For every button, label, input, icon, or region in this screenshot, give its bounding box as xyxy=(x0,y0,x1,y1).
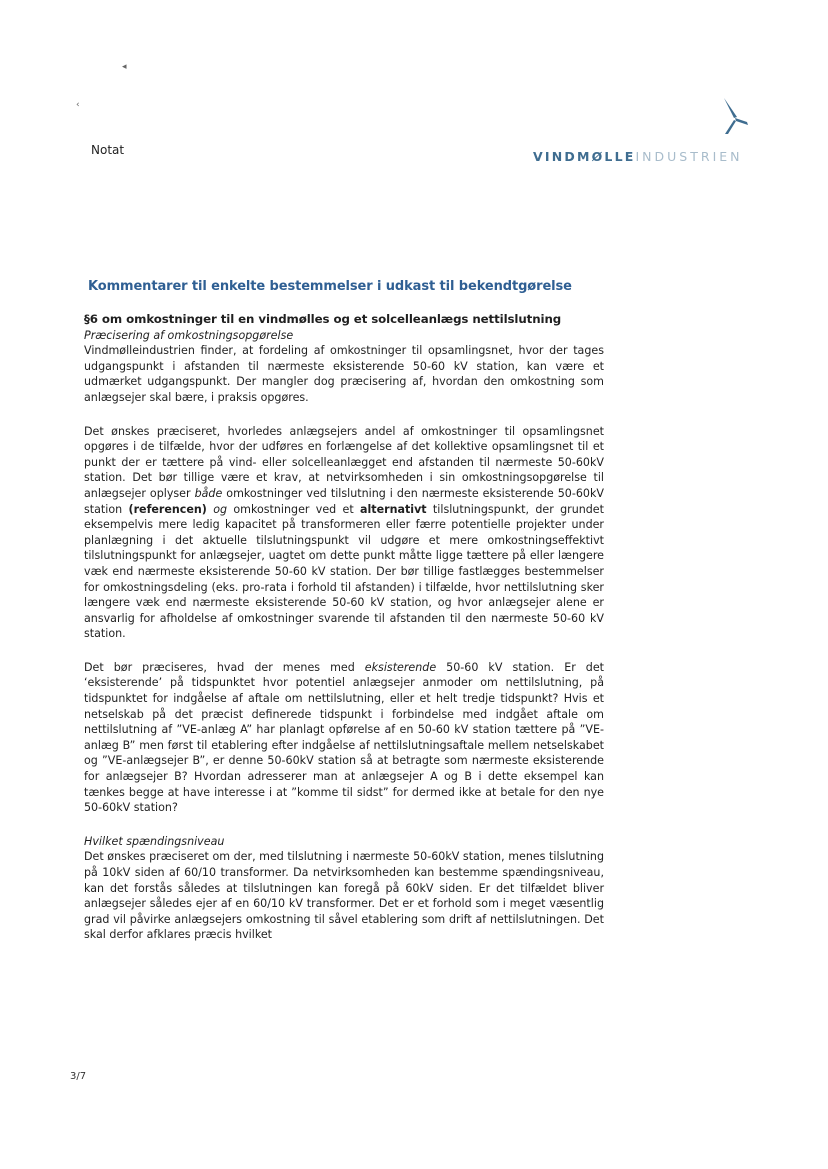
company-logo xyxy=(533,92,755,172)
logo-text-secondary: INDUSTRIEN xyxy=(635,149,743,164)
logo-text-primary: VINDMØLLE xyxy=(533,149,636,164)
document-type-label: Notat xyxy=(91,143,125,157)
paragraph-4: Det ønskes præciseret om der, med tilslutning i nærmeste 50-60kV station, menes tilslutning på 10kV siden af 60/10 transformer. Da netvirksomheden kan bestemme spændingsniveau, kan det forstås således at tilslutningen kan foregå på 60kV siden. Er det tilfældet bliver anlægsejer således ejer af en 60/10 kV transformer. Det er et forhold som i meget væsentlig grad vil påvirke anlægsejers omkostning til såvel etablering som drift af nettilslutningen. Det skal derfor afklares præcis hvilket xyxy=(84,850,604,942)
paragraph-2: Det ønskes præciseret, hvorledes anlægsejers andel af omkostninger til opsamlingsnet opgøres i de tilfælde, hvor der udføres en forlængelse af det kollektive opsamlingsnet til et punkt der er tættere på vind- eller solcelleanlægget end afstanden til nærmeste 50-60kV station. Det bør tillige være et krav, at netvirksomheden i sin omkostningsopgørelse til anlægsejer oplyser både omkostninger ved tilslutning i den nærmeste eksisterende 50-60kV station (referencen) og omkostninger ved et alternativt tilslutningspunkt, der grundet eksempelvis mere ledig kapacitet på transformeren eller færre potentielle projekter under planlægning i det aktuelle tilslutningspunkt vil udgøre et mere omkostningseffektivt tilslutningspunkt for anlægsejer, uagtet om dette punkt måtte ligge tættere på eller længere væk end nærmeste eksisterende 50-60 kV station. Der bør tillige fastlægges bestemmelser for omkostningsdeling (eks. pro-rata i forhold til afstanden) i tilfælde, hvor nettilslutning sker længere væk end nærmeste eksisterende 50-60 kV station, og hvor anlægsejer alene er ansvarlig for afholdelse af omkostninger svarende til afstanden til den nærmeste 50-60 kV station. xyxy=(84,424,604,641)
page-title: Kommentarer til enkelte bestemmelser i udkast til bekendtgørelse xyxy=(88,279,572,294)
paragraph-1: Vindmølleindustrien finder, at fordeling af omkostninger til opsamlingsnet, hvor der tages udgangspunkt i afstanden til nærmeste eksisterende 50-60 kV station, kan være et udmærket udgangspunkt. Der mangler dog præcisering af, hvordan den omkostning som anlægsejer skal bære, i praksis opgøres. xyxy=(84,344,604,404)
subheading-cost-statement: Præcisering af omkostningsopgørelse xyxy=(84,328,294,342)
paragraph-3: Det bør præciseres, hvad der menes med eksisterende 50-60 kV station. Er det ‘eksisterende’ på tidspunktet hvor potentiel anlægsejer anmoder om nettilslutning, på tidspunktet for indgåelse af aftale om nettilslutning, eller et helt tredje tidspunkt? Hvis et netselskab på det præcist definerede tidspunkt i forbindelse med indgået aftale om nettilslutning af ”VE-anlæg A” har planlagt opførelse af en 50-60 kV station tættere på ”VE-anlæg B” men først til etablering efter indgåelse af nettilslutningsaftale mellem netselskabet og ”VE-anlægsejer B”, er denne 50-60kV station så at betragte som nærmeste eksisterende for anlægsejer B? Hvordan adresserer man at anlægsejer A og B i dette eksempel kan tænkes begge at have interesse i at ”komme til sidst” for dermed ikke at betale for den nye 50-60kV station? xyxy=(84,660,604,815)
page-number: 3/7 xyxy=(70,1071,87,1082)
logo-wordmark xyxy=(533,149,743,164)
scan-mark: ◂ xyxy=(122,62,127,72)
document-body xyxy=(84,312,604,943)
wind-turbine-logo-icon xyxy=(721,96,751,136)
section-heading: §6 om omkostninger til en vindmølles og et solcelleanlægs nettilslutning xyxy=(84,312,562,326)
subheading-voltage-level: Hvilket spændingsniveau xyxy=(84,834,225,848)
scan-mark: ‹ xyxy=(76,100,80,110)
